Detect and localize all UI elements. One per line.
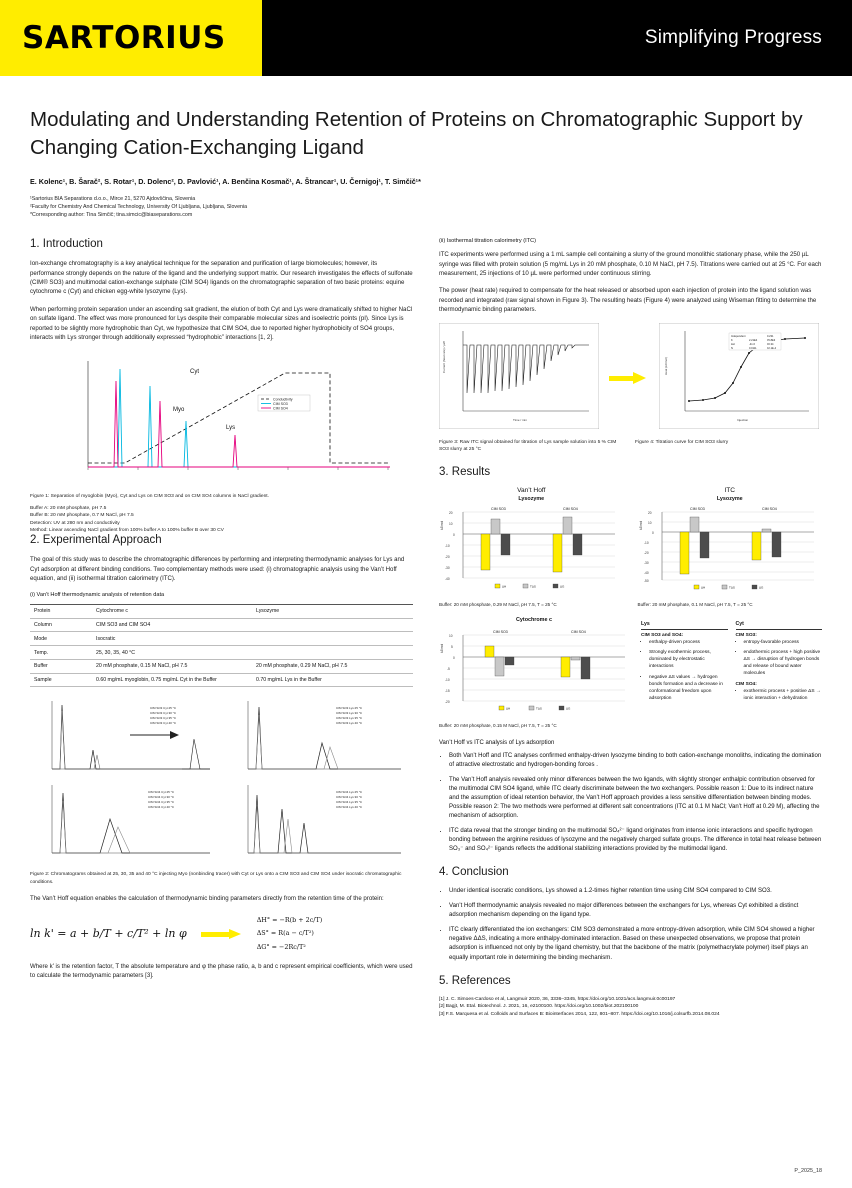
svg-text:0: 0 [453,655,455,660]
row-temp-value-2 [252,646,413,660]
itc-paragraph-1: ITC experiments were performed using a 1 mL sample cell containing a slurry of the ground monolithic stationary phase, while the 250 µL syringe was filled with protein solution (5 mg/mL Lys in 20 mM phosphate, 0.10 M NaCl, pH 7.5). Titrations were carried out at 25 °C. For each measurement, 25 injections of 10 µL were performed under continuous stirring. [439,251,822,278]
svg-text:TΔS: TΔS [530,584,536,588]
svg-text:ΔH: ΔH [700,585,705,589]
figure-4-caption: Figure 4: Titration curve for CIM SO3 slurry [635,439,729,445]
reference-list [439,996,822,1020]
chart-vanthoff-lysozyme [439,502,619,594]
box-cyt [736,621,823,728]
figure-4-titration-curve [659,323,819,429]
box-cyt-sub1: CIM SO3: [735,632,757,638]
enthalpy-equation: ΔH° = −R(b + 2c/T) [256,915,323,924]
poster-body [0,220,852,1019]
cyt-row [439,617,822,728]
svg-text:ΔH: ΔH [506,706,511,710]
mechanism-boxes [641,621,822,728]
vanthoff-label: Van’t Hoff [517,486,546,494]
svg-text:Injection: Injection [737,417,749,422]
svg-text:CIM SO4: CIM SO4 [571,629,586,634]
svg-text:CIM SO4: CIM SO4 [563,506,578,511]
svg-text:Myo: Myo [173,406,185,413]
itc-subheading: (ii) Isothermal titration calorimetry (ITC) [439,238,536,245]
figure-1-condition-3: Detection: UV at 280 nm and conductivity [30,520,120,526]
vanthoff-formula-row [30,914,413,954]
svg-text:10: 10 [449,521,453,526]
row-sample-value-2: 0.70 mg/mL Lys in the Buffer [252,673,413,687]
row-label-sample: Sample [30,673,92,687]
svg-text:TΔS: TΔS [536,706,542,710]
list-item: • Strongly exothermic process, dominated by electrostatic interactions [649,650,728,671]
reference-item: [1] J. C. Simoes-Cardoso et al, Langmuir 2020, 36, 3336–3345, https://doi.org/10.1021/acs.langmuir.0c00197 [439,996,676,1002]
svg-text:-15: -15 [445,688,450,693]
box-lys-title: Lys [641,621,728,630]
tagline-area [262,0,852,76]
box-cyt-list2 [736,689,823,703]
vanthoff-charts [439,487,624,607]
svg-text:CIM SO4: CIM SO4 [761,506,777,511]
list-item: • negative ΔS values → hydrogen bonds formation and a decrease in conformational freedom upon adsorption [649,675,728,703]
row-sample-value: 0.60 mg/mL myoglobin, 0.75 mg/mL Cyt in the Buffer [92,673,252,687]
list-item: • entropy-favorable process [744,640,823,647]
figure-1-caption: Figure 1: Separation of myoglobin (Myo), Cyt and Lys on CIM SO3 and on CIM SO4 columns in NaCl gradient. [30,493,270,499]
row-mode-value-2 [252,632,413,646]
row-label-mode: Mode [30,632,92,646]
tagline-text: Simplifying Progress [644,27,822,48]
figure-3 [439,323,599,434]
svg-text:-30: -30 [643,560,649,565]
figure-1-condition-1: Buffer A: 20 mM phosphate, pH 7.5 [30,506,107,512]
section-conclusion-heading: 4. Conclusion [439,866,509,879]
itc-lys-title: Lysozyme [716,495,743,502]
svg-text:±0.34: ±0.34 [767,342,774,346]
svg-text:ΔH: ΔH [731,342,735,346]
svg-text:Current (heat rate) / µW: Current (heat rate) / µW [442,341,446,373]
svg-text:0: 0 [453,532,455,537]
svg-text:CIM SO3 Lys 40 °C: CIM SO3 Lys 40 °C [336,721,363,726]
svg-text:kJ/mol: kJ/mol [440,643,444,653]
svg-text:-20: -20 [445,554,450,559]
svg-text:CIM SO3: CIM SO3 [491,506,506,511]
vanthoff-equation: ln k' = a + b/T + c/T² + ln φ [30,927,187,941]
svg-text:-50: -50 [643,578,649,583]
list-item: • exothermic process + positive ΔS → ionic interaction + dehydration [744,689,823,703]
svg-text:0.231: 0.231 [767,334,774,338]
list-item: • Under identical isocratic conditions, Lys showed a 1.2-times higher retention time using CIM SO4 compared to CIM SO3. [449,887,822,896]
svg-text:CIM SO4 Cyt 25 °C: CIM SO4 Cyt 25 °C [148,790,175,795]
itc-figure-group [439,323,822,434]
svg-text:20: 20 [449,510,453,515]
svg-text:CIM SO4 Cyt 35 °C: CIM SO4 Cyt 35 °C [148,800,175,805]
svg-text:ΔG: ΔG [758,585,763,589]
list-item: • enthalpy-driven process [649,640,728,647]
svg-text:±5.8E3: ±5.8E3 [767,338,776,342]
svg-text:-41.6: -41.6 [749,342,755,346]
thermodynamic-table [30,604,413,688]
gibbs-equation: ΔG° = −2Rc/T² [256,942,306,951]
svg-text:20: 20 [647,510,652,515]
svg-text:±2.1E-4: ±2.1E-4 [767,346,777,350]
row-label-column: Column [30,618,92,632]
cytochrome-chart-wrap [439,617,629,728]
figure-2 [30,695,413,886]
svg-text:ΔH: ΔH [502,584,507,588]
row-label-temp: Temp. [30,646,92,660]
svg-text:CIM SO4: CIM SO4 [273,406,288,411]
svg-text:Time / min: Time / min [513,417,527,422]
svg-text:Heat (kJ/mol): Heat (kJ/mol) [664,356,668,375]
experimental-sub-i: (i) Van’t Hoff thermodynamic analysis of retention data [30,591,165,598]
row-column-value: CIM SO3 and CIM SO4 [92,618,252,632]
logo-area [0,0,262,76]
svg-text:10: 10 [647,520,652,525]
svg-text:CIM SO3: CIM SO3 [689,506,705,511]
svg-text:Conductivity: Conductivity [273,397,293,402]
svg-text:Cyt: Cyt [190,368,199,375]
chart-itc-lysozyme [638,502,818,594]
svg-text:0.0111: 0.0111 [749,346,757,350]
svg-text:-5: -5 [447,666,450,671]
itc-charts [638,487,823,607]
svg-text:-10: -10 [445,543,450,548]
svg-text:CIM SO3: CIM SO3 [493,629,508,634]
figure-1 [30,351,413,535]
svg-text:-40: -40 [643,570,649,575]
list-item: • ITC clearly differentiated the ion exchangers: CIM SO3 demonstrated a more entropy-driven adsorption, while CIM SO4 showed a higher negative ΔΔS, indicating a more enthalpy-dominated interaction. Based on these unexpected observations, we propose that protein adsorption is influenced not only by the ligand chemistry, but that the backbone of the matrix (polymethacrylate polymer) itself plays an equally important role in determining the binding mechanism. [449,926,822,962]
row-buffer-value: 20 mM phosphate, 0.15 M NaCl, pH 7.5 [92,659,252,673]
row-mode-value: Isocratic [92,632,252,646]
svg-text:CIM SO4 Lys 25 °C: CIM SO4 Lys 25 °C [336,790,363,795]
poster-header [0,0,852,76]
row-column-value-2 [252,618,413,632]
box-lys-sub: CIM SO3 and SO4: [641,632,684,638]
summary-bullets [439,752,822,855]
svg-text:CIM SO4 Lys 35 °C: CIM SO4 Lys 35 °C [336,800,363,805]
entropy-equation: ΔS° = R(a − c/T²) [256,929,314,938]
section-experimental-heading: 2. Experimental Approach [30,534,162,547]
section-introduction-heading: 1. Introduction [30,238,103,251]
cyt-title: Cytochrome c [516,616,552,623]
poster-code: P_2025_18 [794,1168,822,1174]
affiliation-3: *Corresponding author: Tina Simčič; tina.simcic@biaseparations.com [30,212,193,219]
list-item: • endothermic process + high positive ΔS → disruption of hydrogen bonds and release of bound water molecules [744,650,823,678]
reference-item: [2] Bagjt, M. Etal. Biotechnol. J. 2021, 16, e2100100. https://doi.org/10.1002/biot.202100100 [439,1004,639,1010]
figure-4 [659,323,819,434]
svg-text:N: N [731,346,733,350]
svg-text:10: 10 [449,633,453,638]
svg-text:Independent: Independent [731,334,746,338]
col-protein: Protein [30,604,92,618]
svg-text:CIM SO3 Lys 25 °C: CIM SO3 Lys 25 °C [336,706,363,711]
figure-1-conditions [30,505,413,534]
svg-text:K: K [731,338,733,342]
row-buffer-value-2: 20 mM phosphate, 0.29 M NaCl, pH 7.5 [252,659,413,673]
summary-heading: Van’t Hoff vs ITC analysis of Lys adsorption [439,739,555,746]
figure-1-chromatogram [30,351,413,483]
conclusion-bullets [439,887,822,962]
box-cyt-list1 [736,640,823,679]
svg-text:kJ/mol: kJ/mol [440,520,444,530]
itc-lys-note: Buffer: 20 mM phosphate, 0.1 M NaCl, pH 7.5, T = 25 °C [637,601,753,607]
svg-text:-40: -40 [445,576,450,581]
box-cyt-title: Cyt [736,621,823,630]
itc-label: ITC [724,486,736,494]
box-cyt-sub2: CIM SO4: [735,682,757,688]
svg-text:kJ/mol: kJ/mol [638,520,643,530]
list-item: • The Van’t Hoff analysis revealed only minor differences between the two ligands, with slightly stronger enthalpic contribution observed for the multimodal CIM SO4 ligand, while ITC clearly discriminate between the two exchangers. Possible reason 1: Due to its indirect nature and the assumption of ideal retention behavior, the Van’t Hoff approach provides a less sensitive differentiation between binding modes. Possible reason 2: The two methods were performed at different salt concentrations (ITC at 0.1 M NaCl; Van’t Hoff at 0.29 M), affecting the mechanism of adsorption. [449,776,822,821]
figure-1-condition-4: Method: Linear ascending NaCl gradient from 100% buffer A to 100% buffer B over 30 CV [30,528,224,534]
svg-text:CIM SO4 Cyt 40 °C: CIM SO4 Cyt 40 °C [148,805,175,810]
list-item: • Both Van’t Hoff and ITC analyses confirmed enthalpy-driven lysozyme binding to both cation-exchange monoliths, indicating the domination of attractive electrostatic and hydrogen-bonding forces . [449,752,822,770]
svg-text:CIM SO3 Cyt 35 °C: CIM SO3 Cyt 35 °C [150,716,177,721]
svg-text:CIM SO4 Cyt 30 °C: CIM SO4 Cyt 30 °C [148,795,175,800]
svg-text:TΔS: TΔS [728,585,735,589]
svg-text:ΔG: ΔG [560,584,565,588]
svg-text:CIM SO4 Lys 40 °C: CIM SO4 Lys 40 °C [336,805,363,810]
svg-text:CIM SO3: CIM SO3 [273,401,288,406]
table-row [30,646,413,660]
box-lys-list [641,640,728,704]
page-title: Modulating and Understanding Retention of Proteins on Chromatographic Support by Changing Cation-Exchanging Ligand [30,108,803,159]
col-lysozyme: Lysozyme [252,604,413,618]
svg-text:0: 0 [651,530,654,535]
svg-text:CIM SO3 Cyt 30 °C: CIM SO3 Cyt 30 °C [150,711,177,716]
svg-text:ΔG: ΔG [566,706,571,710]
list-item: • ITC data reveal that the stronger binding on the multimodal SO₄²⁻ ligand originates from intense ionic interactions and specific hydrogen bonding between the arginine residues of lysozyme and the negatively charged sulfate groups. The difference in total heat release between SO₃⁻ and SO₄²⁻ ligands reflects the additional stabilizing interactions provided by the multimodal ligand. [449,827,822,854]
section-references-heading: 5. References [439,974,511,987]
right-column [439,238,822,1019]
left-column [30,238,413,1019]
affiliation-1: ¹Sartorius BIA Separations d.o.o., Mirce 21, 5270 Ajdovščina, Slovenia [30,196,196,203]
figure-2-caption: Figure 2: Chromatograms obtained at 25, 30, 35 and 40 °C injecting Myo (nonbinding tracer) with Cyt or Lys onto a CIM SO3 and CIM SO4 under isocratic chromatographic conditions. [30,872,402,885]
vanthoff-intro: The Van’t Hoff equation enables the calculation of thermodynamic binding parameters directly from the retention time of the protein: [30,895,384,903]
vanthoff-lys-title: Lysozyme [518,495,545,502]
table-row [30,632,413,646]
svg-text:CIM SO3 Cyt 25 °C: CIM SO3 Cyt 25 °C [150,706,177,711]
arrow-icon-itc [609,372,649,384]
list-item: • Van’t Hoff thermodynamic analysis revealed no major differences between the exchangers for Lys, whereas Cyt exhibited a distinct adsorption mechanism depending on the ligand type. [449,902,822,920]
svg-text:-10: -10 [643,540,649,545]
box-lys [641,621,728,728]
arrow-icon [201,929,243,939]
svg-text:-10: -10 [445,677,450,682]
figure-1-condition-2: Buffer B: 20 mM phosphate, 0.7 M NaCl, pH 7.5 [30,513,134,519]
results-chart-grid [439,487,822,607]
row-label-buffer: Buffer [30,659,92,673]
author-list: E. Kolenc¹, B. Šarač², S. Rotar¹, D. Dolenc², D. Pavlović¹, A. Benčina Kosmač¹, A. Štrancar¹, U. Černigoj¹, T. Simčič¹* [30,177,421,187]
section-results-heading: 3. Results [439,465,491,478]
table-row [30,673,413,687]
reference-item: [3] F.S. Marquesa et al. Colloids and Surfaces B: Biointerfaces 2014, 122, 801–807. https://doi.org/10.1016/j.colsurfb.2014.08.024 [439,1012,720,1018]
sartorius-logo: SARTORIUS [22,20,226,56]
svg-text:CIM SO4 Lys 30 °C: CIM SO4 Lys 30 °C [336,795,363,800]
title-block [0,76,852,220]
formula-note: Where k' is the retention factor, T the absolute temperature and φ the phase ratio, a, b and c represent empirical coefficients, which were used to calculate the termodynamic parameters [3]. [30,962,413,980]
svg-text:CIM SO3 Cyt 40 °C: CIM SO3 Cyt 40 °C [150,721,177,726]
experimental-paragraph: The goal of this study was to describe the chromatographic differences by performing and interpreting thermodynamic analyses for Lys and Cyt adsorption at different binding conditions. Two complementary methods were used: (i) chromatographic analysis using the Van’t Hoff equation, and (ii) isothermal titration calorimetry (ITC). [30,556,405,583]
col-cytochrome: Cytochrome c [92,604,252,618]
thermo-equations [257,914,323,954]
svg-text:CIM SO3 Lys 35 °C: CIM SO3 Lys 35 °C [336,716,363,721]
affiliation-2: ²Faculty for Chemistry And Chemical Technology, University Of Ljubljana, Ljubljana, Slovenia [30,204,248,211]
svg-text:CIM SO3 Lys 30 °C: CIM SO3 Lys 30 °C [336,711,363,716]
figure-3-caption: Figure 3: Raw ITC signal obtained for titration of Lys sample solution into 5 % CIM SO3 slurry at 25 °C [439,439,617,453]
itc-paragraph-2: The power (heat rate) required to compensate for the heat released or absorbed upon each injection of protein into the ligand solution was recorded and integrated (raw signal shown in Figure 3). The resulting heats (Figure 4) were analyzed using Wiseman fitting to determine the thermodynamic binding parameters. [439,287,817,314]
svg-text:-20: -20 [445,699,450,704]
svg-text:-30: -30 [445,565,450,570]
intro-paragraph-1: Ion-exchange chromatography is a key analytical technique for the separation and purification of large biomolecules; however, its performance strongly depends on the nature of the ligand and the underlying support matrix. Our research investigates the effects of sulfonate (CIM® SO3) and multimodal cation-exchange sulphate (CIM SO4) ligands on the chromatographic separation of two basic proteins: equine cytochrome c (Cyt) and chicken egg-white lysozyme (Lys). [30,260,413,296]
intro-paragraph-2: When performing protein separation under an ascending salt gradient, the elution of both Cyt and Lys were dramatically shifted to higher NaCl on sulfate ligand. The effect was more pronounced for Lys despite their comparable molecular sizes and isoelectric points (pI). Since Lys is reported to be slightly more hydrophobic than Cyt, we hypothesize that CIM SO4, due to reported higher hydrophobicity of SO4 groups, interacts with Lys stronger through additionally expressed “hydrophobic” interactions [1, 2]. [30,305,413,342]
affiliations [30,196,822,220]
figure-3-raw-itc [439,323,599,429]
table-header-row [30,604,413,618]
row-temp-value: 25, 30, 35, 40 °C [92,646,252,660]
svg-text:2.21E4: 2.21E4 [749,338,758,342]
chart-vanthoff-cytochrome [439,623,629,715]
vanthoff-lys-note: Buffer: 20 mM phosphate, 0.29 M NaCl, pH 7.5, T = 25 °C [439,601,557,607]
svg-text:-20: -20 [643,550,649,555]
cyt-note: Buffer: 20 mM phosphate, 0.15 M NaCl, pH 7.5, T = 25 °C [439,722,557,728]
table-row [30,659,413,673]
svg-text:Lys: Lys [226,424,236,431]
figure-2-chromatograms [30,695,413,861]
svg-text:5: 5 [451,644,453,649]
table-row [30,618,413,632]
